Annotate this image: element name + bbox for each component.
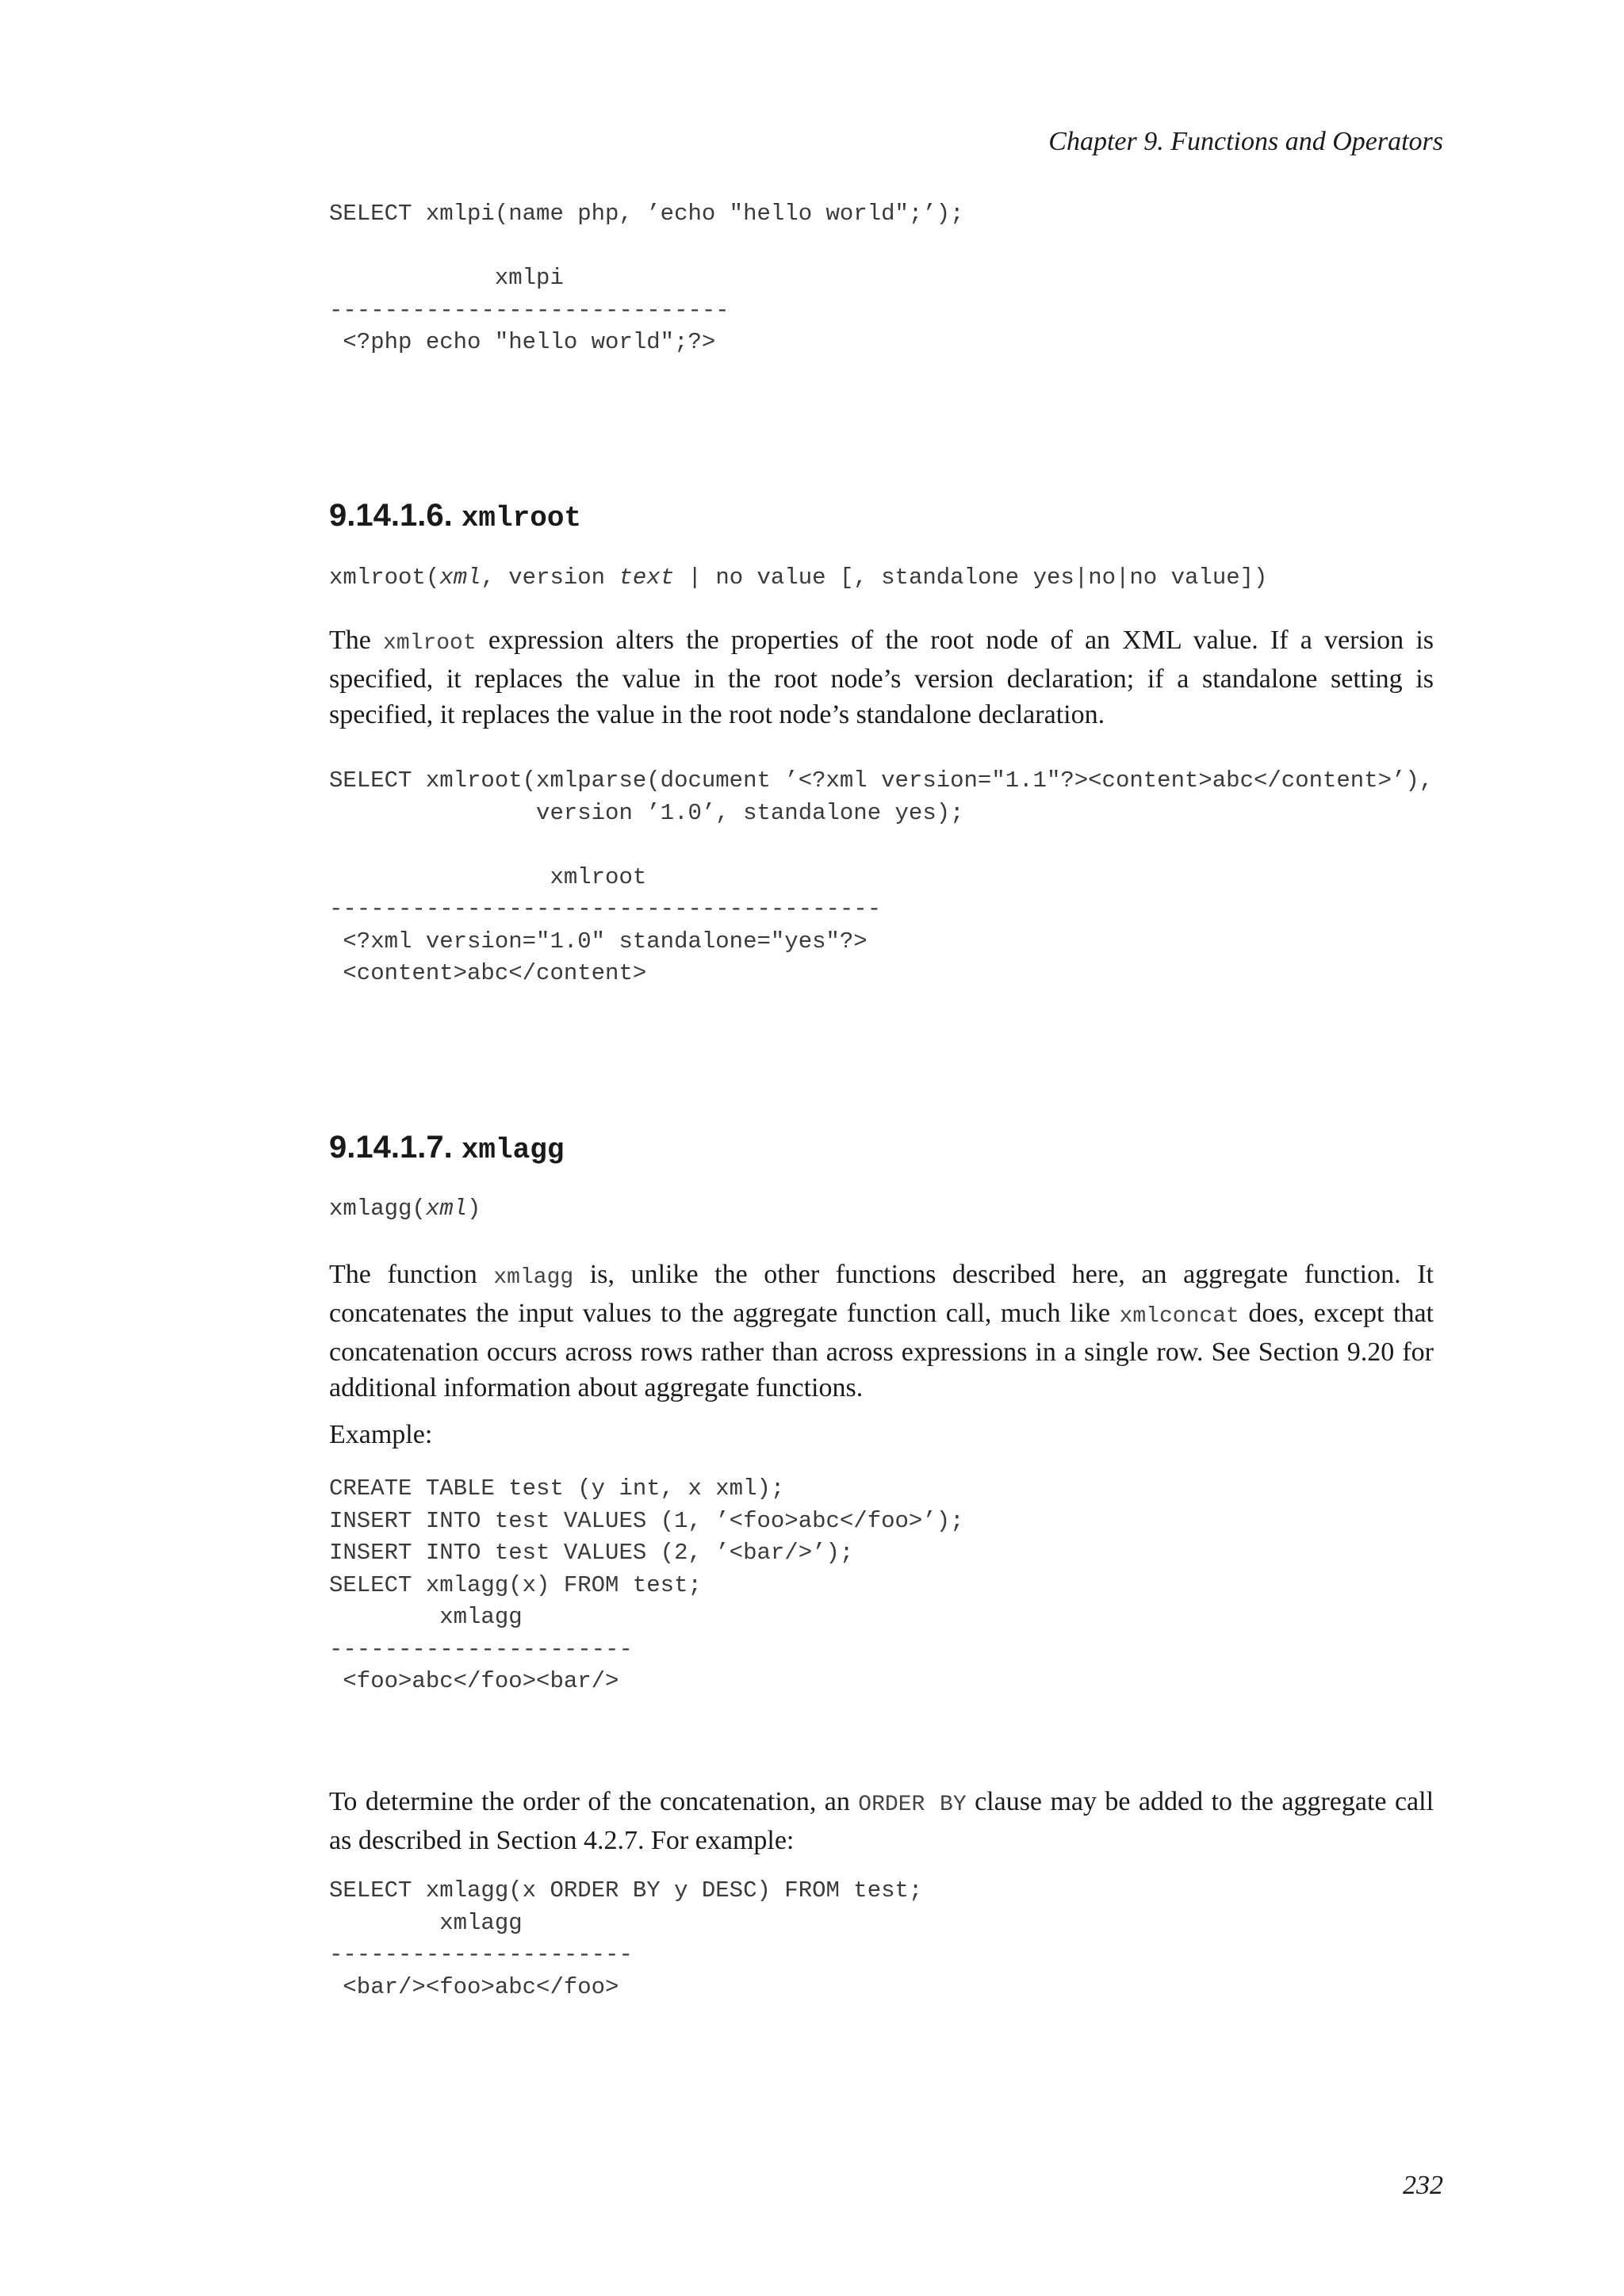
text-run: expression alters the properties of the root node of an XML value. If a version is specified, it replaces the value in the root node’s version declaration; if a standalone setting is specified, it replaces the value in the root node’s standalone declaration. <box>329 626 1434 729</box>
synopsis-text: , version <box>481 564 619 591</box>
synopsis-arg: xml <box>425 1196 468 1222</box>
paragraph-xmlroot-description <box>329 622 1434 733</box>
inline-code: ORDER BY <box>858 1793 967 1817</box>
synopsis-fn: xmlroot( <box>329 564 440 591</box>
synopsis-text: | no value [, standalone yes|no|no value]) <box>674 564 1268 591</box>
code-block-xmlpi-example: SELECT xmlpi(name php, ’echo "hello world";’); xmlpi ----------------------------- <?php echo "hello world";?> <box>329 201 964 355</box>
section-function-name: xmlroot <box>461 502 582 534</box>
function-synopsis-xmlagg <box>329 1196 481 1222</box>
inline-code: xmlroot <box>383 631 477 656</box>
paragraph-order-by <box>329 1784 1434 1858</box>
synopsis-arg: xml <box>439 564 481 591</box>
section-function-name: xmlagg <box>461 1134 565 1166</box>
text-run: is, unlike the other functions described here, an aggregate function. It concatenates the input values to the aggregate function call, much like <box>329 1260 1434 1328</box>
code-block-xmlagg-example: CREATE TABLE test (y int, x xml); INSERT INTO test VALUES (1, ’<foo>abc</foo>’); INSERT INTO test VALUES (2, ’<bar/>’); SELECT xmlagg(x) FROM test; xmlagg ---------------------- <foo>abc</foo><bar/> <box>329 1475 964 1694</box>
text-run: does, except that concatenation occurs across rows rather than across expressions in a single row. See Section 9.20 for additional information about aggregate functions. <box>329 1299 1434 1402</box>
text-run: clause may be added to the aggregate call as described in Section 4.2.7. For example: <box>329 1787 1434 1855</box>
section-number: 9.14.1.6. <box>329 498 453 533</box>
text-run: The <box>329 626 384 655</box>
section-heading-xmlroot <box>329 498 581 534</box>
function-synopsis-xmlroot <box>329 564 1267 591</box>
running-header: Chapter 9. Functions and Operators <box>1048 127 1443 156</box>
text-run: The function <box>329 1260 494 1289</box>
inline-code: xmlconcat <box>1119 1304 1239 1329</box>
text-run: To determine the order of the concatenation, an <box>329 1787 859 1816</box>
synopsis-fn: xmlagg( <box>329 1196 426 1222</box>
example-label: Example: <box>329 1420 433 1449</box>
code-block-xmlroot-example: SELECT xmlroot(xmlparse(document ’<?xml version="1.1"?><content>abc</content>’), version ’1.0’, standalone yes); xmlroot ---------------------------------------- <?xml version="1.0" standalone="yes"?> <content>abc</content> <box>329 767 1434 986</box>
synopsis-arg: text <box>619 564 675 591</box>
inline-code: xmlagg <box>493 1265 574 1290</box>
section-number: 9.14.1.7. <box>329 1130 453 1165</box>
page-number: 232 <box>1403 2171 1443 2200</box>
synopsis-text: ) <box>467 1196 481 1222</box>
paragraph-xmlagg-description <box>329 1257 1434 1406</box>
code-block-xmlagg-order-by-example: SELECT xmlagg(x ORDER BY y DESC) FROM test; xmlagg ---------------------- <bar/><foo>abc</foo> <box>329 1877 923 2000</box>
section-heading-xmlagg <box>329 1130 564 1166</box>
